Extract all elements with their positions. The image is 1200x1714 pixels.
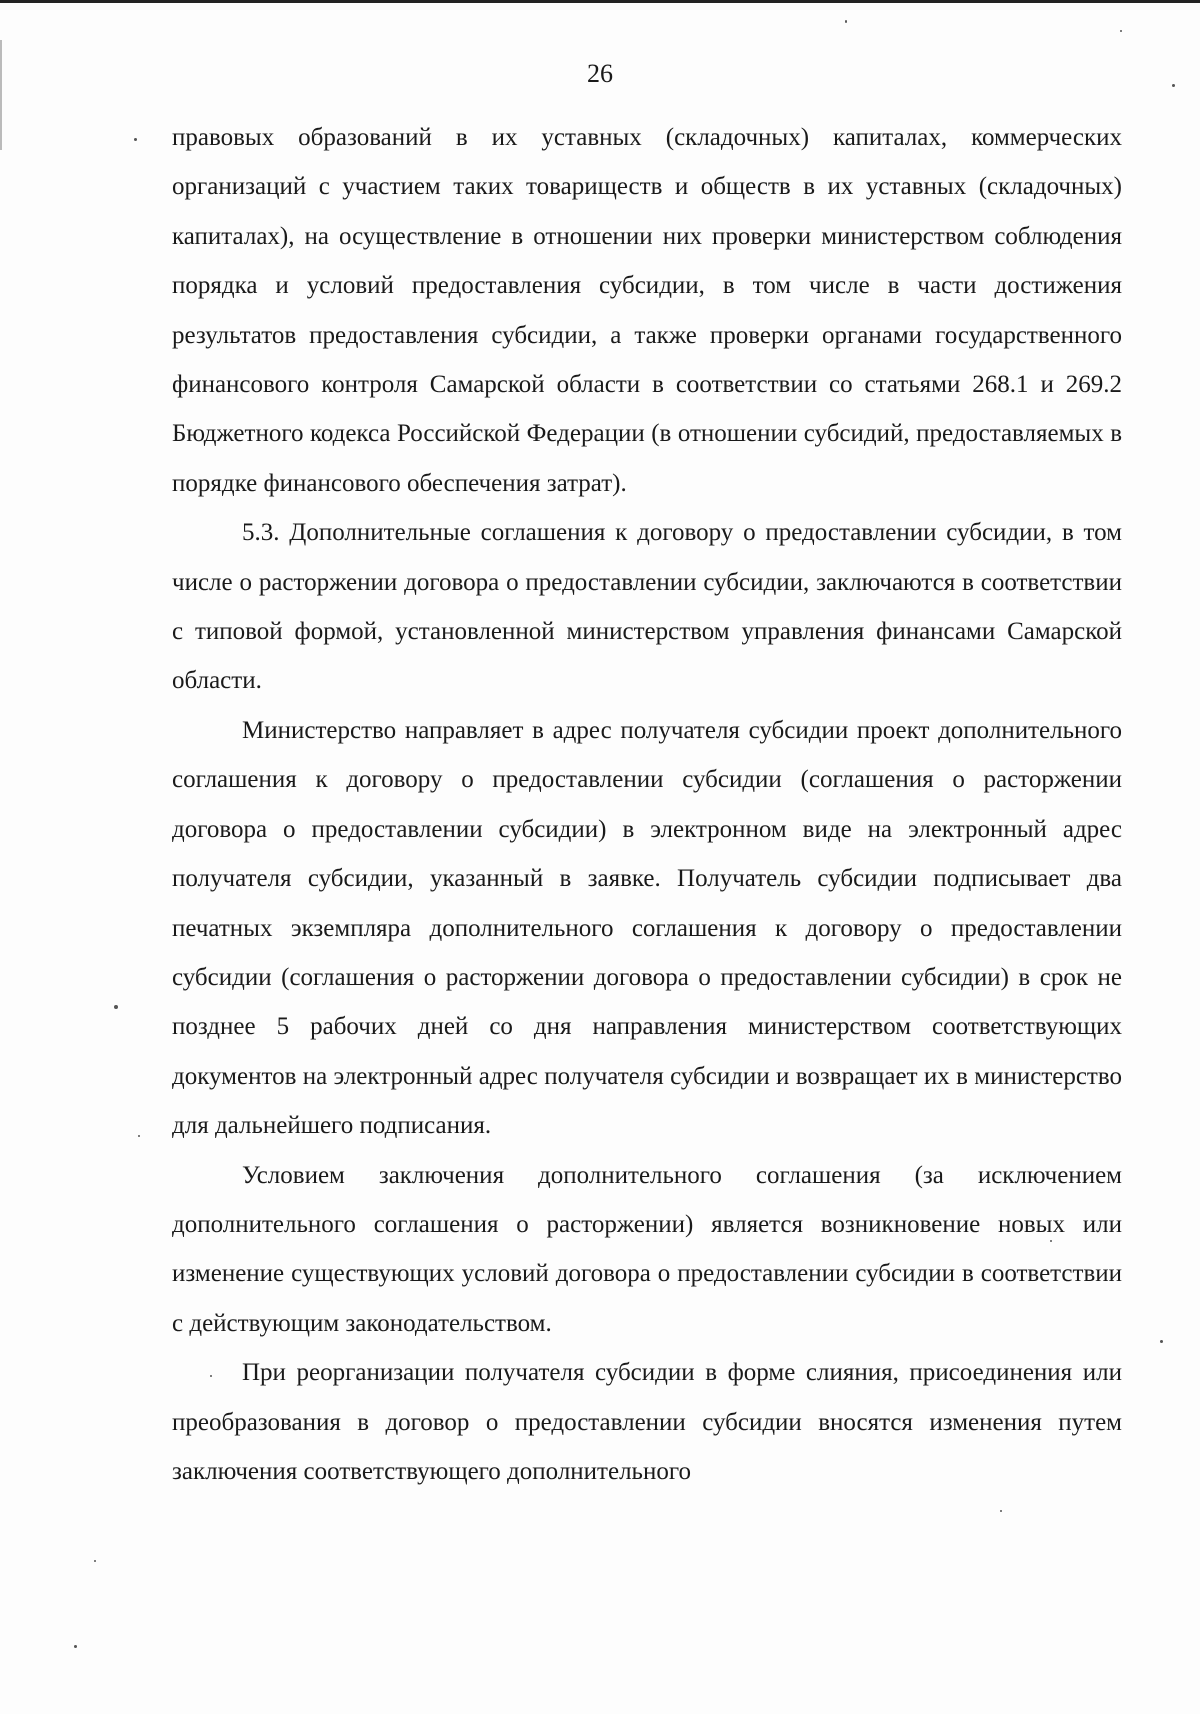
scan-speck — [1160, 1340, 1163, 1343]
page-number: 26 — [587, 59, 613, 88]
scan-speck — [1172, 84, 1175, 87]
paragraph-ministry-sends: Министерство направляет в адрес получателя субсидии проект дополнительного соглашения к договору о предоставлении субсидии (соглашения о расторжении договора о предоставлении субсидии) в электронном виде на электронный адрес получателя субсидии, указанный в заявке. Получатель субсидии подписывает два печатных экземпляра дополнительного соглашения к договору о предоставлении субсидии (соглашения о расторжении договора о предоставлении субсидии) в срок не позднее 5 рабочих дней со дня направления министерством соответствующих документов на электронный адрес получателя субсидии и возвращает их в министерство для дальнейшего подписания. — [172, 716, 1122, 1140]
scan-speck — [134, 138, 137, 141]
scan-speck — [210, 1375, 212, 1377]
scan-speck — [1120, 30, 1122, 32]
body-text — [172, 113, 1122, 1496]
scan-speck — [74, 1645, 77, 1648]
scan-speck — [1000, 1510, 1002, 1512]
paragraph-5-3: 5.3. Дополнительные соглашения к договору о предоставлении субсидии, в том числе о расторжении договора о предоставлении субсидии, заключаются в соответствии с типовой формой, установленной министерством управления финансами Самарской области. — [172, 519, 1122, 695]
scan-speck — [1050, 1240, 1052, 1242]
scan-speck — [138, 1135, 140, 1137]
scan-speck — [114, 1005, 118, 1009]
top-edge-rule — [0, 0, 1200, 3]
scan-speck — [94, 1560, 96, 1562]
paragraph-continuation: правовых образований в их уставных (складочных) капиталах, коммерческих организаций с участием таких товариществ и обществ в их уставных (складочных) капиталах), на осуществление в отношении них проверки министерством соблюдения порядка и условий предоставления субсидии, в том числе в части достижения результатов предоставления субсидии, а также проверки органами государственного финансового контроля Самарской области в соответствии со статьями 268.1 и 269.2 Бюджетного кодекса Российской Федерации (в отношении субсидий, предоставляемых в порядке финансового обеспечения затрат). — [172, 124, 1122, 497]
scan-speck — [845, 20, 847, 23]
paragraph-condition: Условием заключения дополнительного соглашения (за исключением дополнительного соглашения о расторжении) является возникновение новых или изменение существующих условий договора о предоставлении субсидии в соответствии с действующим законодательством. — [172, 1161, 1122, 1337]
paragraph-reorganization: При реорганизации получателя субсидии в форме слияния, присоединения или преобразования в договор о предоставлении субсидии вносятся изменения путем заключения соответствующего дополнительного — [172, 1359, 1122, 1485]
